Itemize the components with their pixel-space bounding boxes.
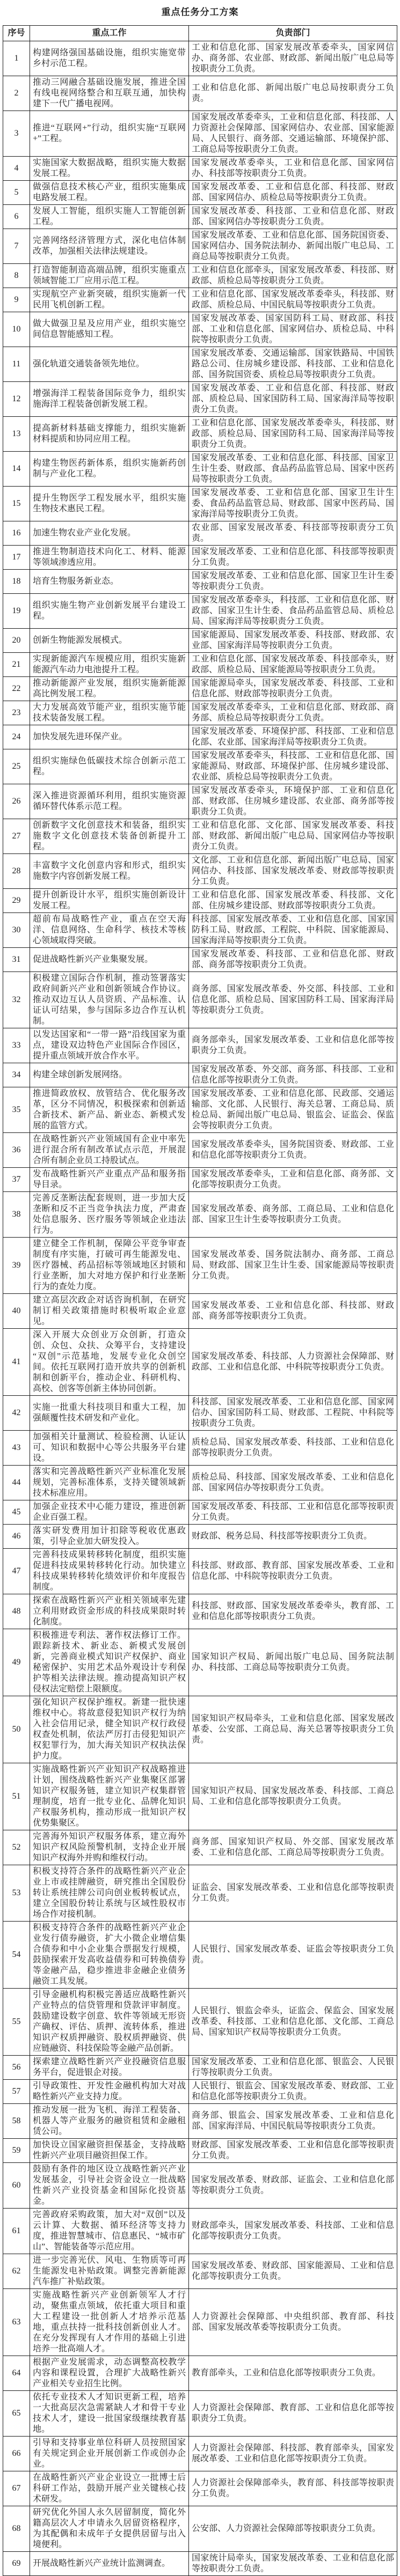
table-row bbox=[3, 1696, 397, 1763]
table-row bbox=[3, 972, 397, 1028]
key-work-cell: 创新生物能源发展模式。 bbox=[30, 629, 189, 653]
responsible-dept-cell: 人力资源社会保障部、中央组织部、教育部、科技部、国家发展改革委等按职责分工负责。 bbox=[189, 2289, 397, 2356]
table-row bbox=[3, 76, 397, 111]
key-work-cell: 完善政府采购政策，加大对“双创”以及云计算、大数据、循环经济等支持力度，推进智慧城市、信息惠民、“城市矿山”、智能装备等示范应用。 bbox=[30, 2209, 189, 2254]
key-work-cell: 实施一批重大科技项目和重大工程，加强颠覆性技术研发和产业化。 bbox=[30, 1396, 189, 1431]
responsible-dept-cell: 工业和信息化部、新闻出版广电总局按职责分工负责。 bbox=[189, 76, 397, 111]
row-number-cell: 31 bbox=[3, 948, 30, 972]
row-number-cell: 34 bbox=[3, 1063, 30, 1087]
row-number-cell: 26 bbox=[3, 784, 30, 819]
column-header-no: 序号 bbox=[3, 26, 30, 41]
table-row bbox=[3, 2056, 397, 2080]
table-row bbox=[3, 1989, 397, 2056]
key-work-cell: 探索建立战略性新兴产业投融资信息服务平台，促进银企对接。 bbox=[30, 2056, 189, 2080]
responsible-dept-cell: 工业和信息化部、国家发展改革委牵头，国家网信办、商务部、农业部、财政部、新闻出版广电总局等按职责分工负责。 bbox=[189, 41, 397, 76]
task-division-table bbox=[3, 25, 397, 2576]
table-row bbox=[3, 1294, 397, 1329]
responsible-dept-cell: 国家发展改革委、工业和信息化部、银监会、人民银行等按职责分工负责。 bbox=[189, 2056, 397, 2080]
table-row bbox=[3, 452, 397, 487]
responsible-dept-cell: 国家发展改革委牵头，国务院国资委、财政部、工业和信息化部等按职责分工负责。 bbox=[189, 1133, 397, 1168]
table-row bbox=[3, 205, 397, 229]
row-number-cell: 10 bbox=[3, 312, 30, 347]
row-number-cell: 12 bbox=[3, 382, 30, 417]
table-row bbox=[3, 312, 397, 347]
row-number-cell: 53 bbox=[3, 1865, 30, 1922]
table-row bbox=[3, 854, 397, 889]
responsible-dept-cell: 国家发展改革委、财政部、国家能源局、工业和信息化部等按职责分工负责。 bbox=[189, 2254, 397, 2289]
row-number-cell: 39 bbox=[3, 1238, 30, 1294]
table-row bbox=[3, 264, 397, 288]
key-work-cell: 培育生物服务新业态。 bbox=[30, 570, 189, 594]
table-row bbox=[3, 653, 397, 677]
responsible-dept-cell: 商务部、国家知识产权局、外交部、国家发展改革委、工业和信息化部、工商总局等按职责分工负责。 bbox=[189, 1830, 397, 1865]
row-number-cell: 57 bbox=[3, 2080, 30, 2104]
page-title: 重点任务分工方案 bbox=[161, 7, 239, 17]
row-number-cell: 27 bbox=[3, 819, 30, 854]
key-work-cell: 深入开展大众创业万众创新，打造众创、众包、众扶、众筹平台，支持建设“双创”示范基地，发展专业化众创空间。依托互联网打造开放共享的创新机制和创新平台，推动企业、科研机构、高校、创客等创新主体协同创新。 bbox=[30, 1329, 189, 1396]
responsible-dept-cell: 质检总局、科技部、国家发展改革委、工业和信息化部、国家网信办等按职责分工负责。 bbox=[189, 1466, 397, 1500]
row-number-cell: 20 bbox=[3, 629, 30, 653]
key-work-cell: 发展人工智能，组织实施人工智能创新工程。 bbox=[30, 205, 189, 229]
table-row bbox=[3, 229, 397, 264]
row-number-cell: 29 bbox=[3, 889, 30, 913]
row-number-cell: 41 bbox=[3, 1329, 30, 1396]
responsible-dept-cell: 国家发展改革委、环境保护部、科技部、工业和信息化部、农业部、国家海洋局等按职责分工负责。 bbox=[189, 725, 397, 749]
row-number-cell: 52 bbox=[3, 1830, 30, 1865]
row-number-cell: 28 bbox=[3, 854, 30, 889]
key-work-cell: 根据产业发展需求，动态调整高校教学内容和课程设置，合理扩大战略性新兴产业相关专业招生比例。 bbox=[30, 2356, 189, 2391]
row-number-cell: 33 bbox=[3, 1028, 30, 1063]
responsible-dept-cell: 科技部、国家发展改革委、工业和信息化部、国家国防科工局、财政部、工程院、中科院、国家能源局、国家海洋局等按职责分工负责。 bbox=[189, 913, 397, 948]
responsible-dept-cell: 科技部、财政部、国家发展改革委牵头，教育部、工业和信息化部等按职责分工负责。 bbox=[189, 1594, 397, 1629]
key-work-cell: 推进生物制造技术向化工、材料、能源等领域渗透应用。 bbox=[30, 546, 189, 570]
responsible-dept-cell: 人民银行、银监会、国家发展改革委、财政部、工业和信息化部等按职责分工负责。 bbox=[189, 2080, 397, 2104]
table-row bbox=[3, 701, 397, 725]
key-work-cell: 组织实施生物产业创新发展平台建设工程。 bbox=[30, 594, 189, 629]
responsible-dept-cell: 国家发展改革委、科技部、工业和信息化部、财政部、国家网信办等按职责分工负责。 bbox=[189, 205, 397, 229]
row-number-cell: 8 bbox=[3, 264, 30, 288]
table-row bbox=[3, 2552, 397, 2576]
key-work-cell: 丰富数字文化创意内容和形式，组织实施数字内容创新发展工程。 bbox=[30, 854, 189, 889]
row-number-cell: 40 bbox=[3, 1294, 30, 1329]
key-work-cell: 完善反垄断法配套规则，进一步加大反垄断和反不正当竞争执法力度，严肃查处信息服务、医疗服务等领域企业违法行为。 bbox=[30, 1192, 189, 1238]
table-row bbox=[3, 2437, 397, 2471]
key-work-cell: 依托专业技术人才知识更新工程，培养一大批高层次急需紧缺人才和骨干专业技术人才，建设一批国家级继续教育基地。 bbox=[30, 2391, 189, 2437]
row-number-cell: 14 bbox=[3, 452, 30, 487]
key-work-cell: 实现航空产业新突破，组织实施新一代民用飞机创新工程。 bbox=[30, 288, 189, 312]
responsible-dept-cell: 国家发展改革委、国务院法制办、商务部、工商总局、财政部、国家卫生计生委、国家能源局等按职责分工负责。 bbox=[189, 1238, 397, 1294]
responsible-dept-cell: 人力资源社会保障部、科技部、教育部牵头，国家发展改革委、工业和信息化部等按职责分工负责。 bbox=[189, 2437, 397, 2471]
row-number-cell: 68 bbox=[3, 2506, 30, 2552]
key-work-cell: 探索在战略性新兴产业相关领域率先建立利用财政资金形成的科技成果限时转化制度。 bbox=[30, 1594, 189, 1629]
responsible-dept-cell: 国家发展改革委、工业和信息化部、科技部、财政部、国家网信办、质检总局等按职责分工负责。 bbox=[189, 181, 397, 205]
row-number-cell: 64 bbox=[3, 2356, 30, 2391]
table-row bbox=[3, 749, 397, 784]
row-number-cell: 49 bbox=[3, 1629, 30, 1696]
key-work-cell: 建立健全工作机制，保障公平竞争审查制度有序实施，打破可再生能源发电、医疗器械、药品招标等领域地区封锁和行业垄断，加大对地方保护和行业垄断行为的查处力度。 bbox=[30, 1238, 189, 1294]
key-work-cell: 强化知识产权保护维权。新建一批快速维权中心。将故意侵犯知识产权行为纳入社会信用记录，健全知识产权行政侵权查处机制，依法严厉打击侵犯知识产权犯罪行为，加大海关知识产权执法保护力度。 bbox=[30, 1696, 189, 1763]
key-work-cell: 研究优化外国人永久居留制度，简化外籍高层次人才申请永久居留资格程序，为其配偶和未成年子女提供居留与出入境便利。 bbox=[30, 2506, 189, 2552]
column-header-work: 重点工作 bbox=[30, 26, 189, 41]
table-row bbox=[3, 487, 397, 521]
key-work-cell: 加强企业技术中心能力建设，推进创新企业百强工程。 bbox=[30, 1500, 189, 1525]
table-row bbox=[3, 111, 397, 157]
responsible-dept-cell: 教育部牵头，工业和信息化部等按职责分工负责。 bbox=[189, 2356, 397, 2391]
row-number-cell: 6 bbox=[3, 205, 30, 229]
row-number-cell: 63 bbox=[3, 2289, 30, 2356]
responsible-dept-cell: 国家发展改革委牵头，工业和信息化部、财政部、商务部、质检总局等按职责分工负责。 bbox=[189, 701, 397, 725]
key-work-cell: 增强海洋工程装备国际竞争力，组织实施海洋工程装备创新发展工程。 bbox=[30, 382, 189, 417]
row-number-cell: 24 bbox=[3, 725, 30, 749]
row-number-cell: 11 bbox=[3, 347, 30, 382]
row-number-cell: 7 bbox=[3, 229, 30, 264]
row-number-cell: 67 bbox=[3, 2471, 30, 2506]
key-work-cell: 做强信息技术核心产业，组织实施集成电路发展工程。 bbox=[30, 181, 189, 205]
key-work-cell: 超前布局战略性产业，重点在空天海洋、信息网络、生命科学、核技术等核心领域取得突破。 bbox=[30, 913, 189, 948]
table-row bbox=[3, 2080, 397, 2104]
key-work-cell: 加速生物农业产业化发展。 bbox=[30, 521, 189, 546]
key-work-cell: 大力发展高效节能产业，组织实施节能技术装备发展工程。 bbox=[30, 701, 189, 725]
key-work-cell: 积极建立国际合作机制，推动签署落实政府间新兴产业和创新领域合作协议。推动双边互认人员资质、产品标准、认证认可结果，参与国际多边合作互认机制。 bbox=[30, 972, 189, 1028]
key-work-cell: 以发达国家和“一带一路”沿线国家为重点，建设双边特色产业国际合作园区，提升重点领域开放合作水平。 bbox=[30, 1028, 189, 1063]
row-number-cell: 59 bbox=[3, 2139, 30, 2163]
row-number-cell: 54 bbox=[3, 1922, 30, 1989]
table-row bbox=[3, 1830, 397, 1865]
row-number-cell: 25 bbox=[3, 749, 30, 784]
table-row bbox=[3, 41, 397, 76]
key-work-cell: 加快设立国家融资担保基金，支持战略性新兴产业项目融资担保工作。 bbox=[30, 2139, 189, 2163]
table-row bbox=[3, 1629, 397, 1696]
table-row bbox=[3, 1549, 397, 1594]
key-work-cell: 实施战略性新兴产业创新领军人才行动，聚焦重点领域，依托重大项目和重大工程建设一批创新人才培养示范基地，重点扶持一批科技创新创业人才。在充分发挥现有人才作用的基础上引进培养一批高端人才。 bbox=[30, 2289, 189, 2356]
key-work-cell: 提升创新设计水平，组织实施创新设计发展工程。 bbox=[30, 889, 189, 913]
row-number-cell: 3 bbox=[3, 111, 30, 157]
key-work-cell: 构建生物医药新体系，组织实施新药创制与产业化工程。 bbox=[30, 452, 189, 487]
table-row bbox=[3, 2391, 397, 2437]
row-number-cell: 18 bbox=[3, 570, 30, 594]
responsible-dept-cell: 人民银行、银监会牵头，证监会、保监会、国家发展改革委、科技部、工业和信息化部、文化部、工商总局、国家知识产权局等按职责分工负责。 bbox=[189, 1989, 397, 2056]
row-number-cell: 23 bbox=[3, 701, 30, 725]
key-work-cell: 创新数字文化创意技术和装备，组织实施数字文化创意技术装备创新提升工程。 bbox=[30, 819, 189, 854]
key-work-cell: 强化轨道交通装备领先地位。 bbox=[30, 347, 189, 382]
responsible-dept-cell: 文化部、工业和信息化部、新闻出版广电总局、国家网信办、科技部、国家发展改革委、财政部等按职责分工负责。 bbox=[189, 854, 397, 889]
responsible-dept-cell: 人力资源社会保障部、教育部、工业和信息化部等按职责分工负责。 bbox=[189, 2391, 397, 2437]
table-row bbox=[3, 1431, 397, 1466]
row-number-cell: 15 bbox=[3, 487, 30, 521]
table-row bbox=[3, 1168, 397, 1192]
row-number-cell: 38 bbox=[3, 1192, 30, 1238]
table-row bbox=[3, 546, 397, 570]
key-work-cell: 提升生物医学工程发展水平，组织实施生物技术惠民工程。 bbox=[30, 487, 189, 521]
table-row bbox=[3, 1133, 397, 1168]
row-number-cell: 58 bbox=[3, 2104, 30, 2139]
row-number-cell: 5 bbox=[3, 181, 30, 205]
responsible-dept-cell: 工业和信息化部、国家发展改革委牵头，科技部、财政部、质检总局、国家国防科工局、国家海洋局等按职责分工负责。 bbox=[189, 417, 397, 452]
key-work-cell: 深入推进资源循环利用，组织实施资源循环替代体系示范工程。 bbox=[30, 784, 189, 819]
responsible-dept-cell: 国家发展改革委牵头，工业和信息化部、科技部、人力资源社会保障部、国家网信办、农业部、国家能源局、人民银行、商务部、交通运输部、环境保护部、工商总局等按职责分工负责。 bbox=[189, 111, 397, 157]
table-row bbox=[3, 157, 397, 181]
responsible-dept-cell: 工业和信息化部、国家发展改革委、科技部牵头，财政部、质检总局、国家能源局等按职责分工负责。 bbox=[189, 653, 397, 677]
key-work-cell: 做大做强卫星及应用产业，组织实施空间信息智能感知工程。 bbox=[30, 312, 189, 347]
row-number-cell: 45 bbox=[3, 1500, 30, 1525]
responsible-dept-cell: 质检总局、国家发展改革委、科技部、工业和信息化部等按职责分工负责。 bbox=[189, 1431, 397, 1466]
table-row bbox=[3, 784, 397, 819]
responsible-dept-cell: 国家统计局牵头，国家发展改革委、工业和信息化部等按职责分工负责。 bbox=[189, 2552, 397, 2576]
table-row bbox=[3, 1087, 397, 1133]
row-number-cell: 48 bbox=[3, 1594, 30, 1629]
responsible-dept-cell: 国家发展改革委、外交部、商务部、科技部、工业和信息化部等按职责分工负责。 bbox=[189, 1063, 397, 1087]
row-number-cell: 51 bbox=[3, 1763, 30, 1830]
key-work-cell: 发布战略性新兴产业重点产品和服务指导目录。 bbox=[30, 1168, 189, 1192]
table-header-row bbox=[3, 26, 397, 41]
key-work-cell: 引导金融机构积极完善适应战略性新兴产业特点的信贷管理和贷款评审制度。鼓励建设数字创意、软件等领域无形资产确权、评估、质押、流转体系，推进知识产权质押融资、股权质押融资、供应链融资、科技保险等金融产品创新。 bbox=[30, 1989, 189, 2056]
table-row bbox=[3, 1865, 397, 1922]
table-row bbox=[3, 181, 397, 205]
key-work-cell: 落实和完善战略性新兴产业标准化发展规划，完善标准体系，支持关键领域新技术标准应用。 bbox=[30, 1466, 189, 1500]
responsible-dept-cell: 国家发展改革委、国家国防科工局、财政部、科技部、工业和信息化部、国家网信办、质检总局、中科院等按职责分工负责。 bbox=[189, 312, 397, 347]
key-work-cell: 积极支持符合条件的战略性新兴产业企业上市或挂牌融资，研究推出全国股份转让系统挂牌公司向创业板转板试点，建立全国股份转让系统与区域性股权市场合作对接机制。 bbox=[30, 1865, 189, 1922]
key-work-cell: 完善科技成果转移转化制度，组织实施促进科技成果转移转化行动。加快建立科技成果转移转化绩效评价和年度报告制度。 bbox=[30, 1549, 189, 1594]
row-number-cell: 36 bbox=[3, 1133, 30, 1168]
row-number-cell: 9 bbox=[3, 288, 30, 312]
row-number-cell: 66 bbox=[3, 2437, 30, 2471]
key-work-cell: 实施国家大数据战略，组织实施大数据发展工程。 bbox=[30, 157, 189, 181]
responsible-dept-cell: 国家发展改革委、工业和信息化部、民政部、交通运输部、文化部、人民银行、海关总署、工商总局、质检总局、新闻出版广电总局、银监会、证监会、保监会等按职责分工负责。 bbox=[189, 1087, 397, 1133]
key-work-cell: 推进“互联网+”行动，组织实施“互联网+”工程。 bbox=[30, 111, 189, 157]
responsible-dept-cell: 国家知识产权局、国家发展改革委、科技部、工商总局、工业和信息化部等按职责分工负责。 bbox=[189, 1763, 397, 1830]
responsible-dept-cell: 国家发展改革委、科技部、工业和信息化部等按职责分工负责。 bbox=[189, 1500, 397, 1525]
key-work-cell: 实现新能源汽车规模应用，组织实施新能源汽车动力电池提升工程。 bbox=[30, 653, 189, 677]
table-row bbox=[3, 2104, 397, 2139]
key-work-cell: 推进简政放权、放管结合、优化服务改革，区分不同情况，积极探索和创新适合新技术、新产品、新业态、新模式发展的监管方式。 bbox=[30, 1087, 189, 1133]
responsible-dept-cell: 国家发展改革委、工业和信息化部、国务院国资委、国家网信办、国务院法制办、新闻出版广电总局、工商总局等按职责分工负责。 bbox=[189, 229, 397, 264]
table-row bbox=[3, 1763, 397, 1830]
key-work-cell: 落实研发费用加计扣除等税收优惠政策，引导企业加大研发投入。 bbox=[30, 1525, 189, 1549]
key-work-cell: 进一步完善光伏、风电、生物质等可再生能源发电补贴政策。调整完善新能源汽车推广补贴政策。 bbox=[30, 2254, 189, 2289]
responsible-dept-cell: 工业和信息化部牵头，国家发展改革委、科技部、财政部、质检总局等按职责分工负责。 bbox=[189, 264, 397, 288]
key-work-cell: 积极支持符合条件的战略性新兴产业企业发行债券融资，扩大小微企业增信集合债券和中小企业集合票据发行规模，鼓励探索开发高收益债券和可转换债券等金融产品，稳步推进非金融企业债务融资工具发展。 bbox=[30, 1922, 189, 1989]
table-row bbox=[3, 1594, 397, 1629]
table-row bbox=[3, 1525, 397, 1549]
key-work-cell: 提高新材料基础支撑能力，组织实施新材料提质和协同应用工程。 bbox=[30, 417, 189, 452]
table-row bbox=[3, 1329, 397, 1396]
responsible-dept-cell: 科技部、国家发展改革委、工业和信息化部、国家网信办、国家国防科工局、财政部、工程院、中科院等按职责分工负责。 bbox=[189, 1396, 397, 1431]
table-row bbox=[3, 889, 397, 913]
row-number-cell: 46 bbox=[3, 1525, 30, 1549]
row-number-cell: 42 bbox=[3, 1396, 30, 1431]
table-row bbox=[3, 2471, 397, 2506]
column-header-dept: 负责部门 bbox=[189, 26, 397, 41]
table-row bbox=[3, 2356, 397, 2391]
row-number-cell: 61 bbox=[3, 2209, 30, 2254]
responsible-dept-cell: 农业部、国家发展改革委、科技部等按职责分工负责。 bbox=[189, 521, 397, 546]
table-body bbox=[3, 41, 397, 2576]
responsible-dept-cell: 国家能源局牵头，国家发展改革委、科技部、工业和信息化部、财政部等按职责分工负责。 bbox=[189, 677, 397, 701]
table-row bbox=[3, 677, 397, 701]
table-row bbox=[3, 1238, 397, 1294]
row-number-cell: 30 bbox=[3, 913, 30, 948]
responsible-dept-cell: 国家发展改革委、财政部、证监会、工业和信息化部等按职责分工负责。 bbox=[189, 2163, 397, 2209]
table-row bbox=[3, 2254, 397, 2289]
row-number-cell: 56 bbox=[3, 2056, 30, 2080]
responsible-dept-cell: 国家发展改革委、工业和信息化部、国家卫生计生委、食品药品监管总局、财政部、国家中医药局、国家海洋局等按职责分工负责。 bbox=[189, 487, 397, 521]
key-work-cell: 打造智能制造高端品牌，组织实施重点领域智能工厂应用示范工程。 bbox=[30, 264, 189, 288]
row-number-cell: 22 bbox=[3, 677, 30, 701]
responsible-dept-cell: 国家发展改革委牵头，环境保护部、工业和信息化部、财政部、住房城乡建设部、农业部、商务部等按职责分工负责。 bbox=[189, 784, 397, 819]
table-row bbox=[3, 382, 397, 417]
table-row bbox=[3, 2209, 397, 2254]
key-work-cell: 构建全球创新发展网络。 bbox=[30, 1063, 189, 1087]
table-row bbox=[3, 2506, 397, 2552]
responsible-dept-cell: 财政部、国家发展改革委、工业和信息化部等按职责分工负责。 bbox=[189, 2139, 397, 2163]
responsible-dept-cell: 国家发展改革委、科技部、人力资源社会保障部、财政部、工业和信息化部、中科院等按职责分工负责。 bbox=[189, 1329, 397, 1396]
table-row bbox=[3, 1396, 397, 1431]
row-number-cell: 55 bbox=[3, 1989, 30, 2056]
key-work-cell: 建立高层次政企对话咨询机制，在研究制订相关政策措施时积极听取企业意见。 bbox=[30, 1294, 189, 1329]
row-number-cell: 43 bbox=[3, 1431, 30, 1466]
responsible-dept-cell: 证监会、国家发展改革委、工业和信息化部等按职责分工负责。 bbox=[189, 1865, 397, 1922]
table-row bbox=[3, 948, 397, 972]
table-row bbox=[3, 347, 397, 382]
row-number-cell: 13 bbox=[3, 417, 30, 452]
row-number-cell: 4 bbox=[3, 157, 30, 181]
responsible-dept-cell: 国家发展改革委牵头，工业和信息化部、国家网信办、科技部等按职责分工负责。 bbox=[189, 157, 397, 181]
key-work-cell: 完善网络经济管理方式，深化电信体制改革，加强相关法律法规建设。 bbox=[30, 229, 189, 264]
table-row bbox=[3, 288, 397, 312]
table-row bbox=[3, 2289, 397, 2356]
key-work-cell: 推动发展一批为飞机、海洋工程装备、机器人等产业服务的融资租赁和金融租赁公司。 bbox=[30, 2104, 189, 2139]
responsible-dept-cell: 国家发展改革委、工业和信息化部、科技部等按职责分工负责。 bbox=[189, 546, 397, 570]
row-number-cell: 69 bbox=[3, 2552, 30, 2576]
responsible-dept-cell: 国家能源局、国家发展改革委、科技部、财政部、农业部、国家海洋局等按职责分工负责。 bbox=[189, 629, 397, 653]
responsible-dept-cell: 商务部牵头，国家发展改革委、工业和信息化部等按职责分工负责。 bbox=[189, 1028, 397, 1063]
responsible-dept-cell: 国家知识产权局、新闻出版广电总局、国务院法制办、科技部、工商总局等按职责分工负责。 bbox=[189, 1629, 397, 1696]
row-number-cell: 16 bbox=[3, 521, 30, 546]
table-row bbox=[3, 1028, 397, 1063]
key-work-cell: 引导政策性、开发性金融机构加大对战略性新兴产业支持力度。 bbox=[30, 2080, 189, 2104]
row-number-cell: 62 bbox=[3, 2254, 30, 2289]
table-row bbox=[3, 819, 397, 854]
table-row bbox=[3, 570, 397, 594]
key-work-cell: 组织实施绿色低碳技术综合创新示范工程。 bbox=[30, 749, 189, 784]
responsible-dept-cell: 人民银行、国家发展改革委、证监会等按职责分工负责。 bbox=[189, 1922, 397, 1989]
key-work-cell: 引导和支持事业单位科研人员按照国家有关规定到企业开展创新工作或创办企业。 bbox=[30, 2437, 189, 2471]
table-row bbox=[3, 1500, 397, 1525]
row-number-cell: 35 bbox=[3, 1087, 30, 1133]
key-work-cell: 推动三网融合基础设施发展，推进全国有线电视网络整合和互联互通，加快构建下一代广播电视网。 bbox=[30, 76, 189, 111]
key-work-cell: 加快发展先进环保产业。 bbox=[30, 725, 189, 749]
responsible-dept-cell: 国家发展改革委、工业和信息化部、科技部、财政部、质检总局、国家国防科工局、国家海洋局等按职责分工负责。 bbox=[189, 382, 397, 417]
key-work-cell: 鼓励有条件的地区设立战略性新兴产业发展基金，引导社会资金设立一批战略性新兴产业投资基金和国际化投资基金。 bbox=[30, 2163, 189, 2209]
table-row bbox=[3, 725, 397, 749]
row-number-cell: 50 bbox=[3, 1696, 30, 1763]
row-number-cell: 65 bbox=[3, 2391, 30, 2437]
responsible-dept-cell: 工业和信息化部、文化部、国家发展改革委、科技部、财政部、新闻出版广电总局、国家网信办等按职责分工负责。 bbox=[189, 819, 397, 854]
responsible-dept-cell: 商务部、银监会、国家发展改革委、工业和信息化部、国家海洋局、中国民航局等按职责分工负责。 bbox=[189, 2104, 397, 2139]
table-row bbox=[3, 629, 397, 653]
table-row bbox=[3, 594, 397, 629]
responsible-dept-cell: 国家发展改革委牵头，科技部、工业和信息化部、国家能源局、财政部、环境保护部、住房城乡建设部、农业部、质检总局等按职责分工负责。 bbox=[189, 749, 397, 784]
row-number-cell: 21 bbox=[3, 653, 30, 677]
responsible-dept-cell: 国家发展改革委、交通运输部、国家铁路局、中国铁路总公司、住房城乡建设部、科技部、工业和信息化部、国务院国资委、质检总局等按职责分工负责。 bbox=[189, 347, 397, 382]
table-row bbox=[3, 1192, 397, 1238]
responsible-dept-cell: 国家发展改革委、商务部、工商总局、工业和信息化部、国家卫生计生委等按职责分工负责。 bbox=[189, 1192, 397, 1238]
row-number-cell: 32 bbox=[3, 972, 30, 1028]
row-number-cell: 2 bbox=[3, 76, 30, 111]
responsible-dept-cell: 国家发展改革委、工业和信息化部、科技部、国家卫生计生委、财政部、食品药品监管总局、国家中医药局等按职责分工负责。 bbox=[189, 452, 397, 487]
row-number-cell: 60 bbox=[3, 2163, 30, 2209]
table-row bbox=[3, 417, 397, 452]
key-work-cell: 促进战略性新兴产业集聚发展。 bbox=[30, 948, 189, 972]
responsible-dept-cell: 财政部牵头，国家发展改革委、科技部、工业和信息化部等按职责分工负责。 bbox=[189, 2209, 397, 2254]
table-row bbox=[3, 913, 397, 948]
row-number-cell: 44 bbox=[3, 1466, 30, 1500]
row-number-cell: 19 bbox=[3, 594, 30, 629]
row-number-cell: 47 bbox=[3, 1549, 30, 1594]
key-work-cell: 完善海外知识产权服务体系，建立海外知识产权风险预警机制，支持企业开展知识产权海外并购和维权行动。 bbox=[30, 1830, 189, 1865]
responsible-dept-cell: 公安部、人力资源社会保障部等按职责分工负责。 bbox=[189, 2506, 397, 2552]
responsible-dept-cell: 国家知识产权局牵头，工业和信息化部、国家发展改革委、公安部、工商总局、海关总署等按职责分工负责。 bbox=[189, 1696, 397, 1763]
responsible-dept-cell: 工业和信息化部、国家发展改革委牵头，科技部、财政部、质检总局、中国民航局等按职责分工负责。 bbox=[189, 288, 397, 312]
key-work-cell: 积极推进专利法、著作权法修订工作。跟踪新技术、新业态、新模式发展创新，完善商业模式知识产权保护、商业秘密保护、实用艺术品外观设计专利保护等相关法律法规。推动提高知识产权侵权法定赔偿上限额度。 bbox=[30, 1629, 189, 1696]
responsible-dept-cell: 财政部、税务总局、科技部等按职责分工负责。 bbox=[189, 1525, 397, 1549]
responsible-dept-cell: 科技部、财政部、教育部、国家发展改革委、工业和信息化部、中科院等按职责分工负责。 bbox=[189, 1549, 397, 1594]
responsible-dept-cell: 商务部、国家发展改革委、外交部、科技部、工业和信息化部、质检总局、国家国防科工局、国家海洋局等按职责分工负责。 bbox=[189, 972, 397, 1028]
responsible-dept-cell: 国家发展改革委、科技部、工业和信息化部、财政部、商务部等按职责分工负责。 bbox=[189, 948, 397, 972]
table-row bbox=[3, 1063, 397, 1087]
responsible-dept-cell: 国家发展改革委牵头，工业和信息化部、商务部、文化部等按职责分工负责。 bbox=[189, 1168, 397, 1192]
responsible-dept-cell: 工业和信息化部、国家发展改革委、科技部、文化部、住房城乡建设部、财政部等按职责分工负责。 bbox=[189, 889, 397, 913]
table-row bbox=[3, 521, 397, 546]
table-row bbox=[3, 1922, 397, 1989]
table-row bbox=[3, 2163, 397, 2209]
key-work-cell: 构建网络强国基础设施，组织实施宽带乡村示范工程。 bbox=[30, 41, 189, 76]
row-number-cell: 17 bbox=[3, 546, 30, 570]
responsible-dept-cell: 国家发展改革委牵头，科技部、工业和信息化部、财政部、国家卫生计生委、食品药品监管总局、质检总局、国家海洋局等按职责分工负责。 bbox=[189, 594, 397, 629]
key-work-cell: 在战略性新兴产业企业设立一批博士后科研工作站，鼓励开展产业关键核心技术研发。 bbox=[30, 2471, 189, 2506]
table-row bbox=[3, 2139, 397, 2163]
key-work-cell: 实施战略性新兴产业知识产权战略推进计划，围绕战略性新兴产业集聚区部署知识产权服务链，建立知识产权集群管理制度，培育一批专业化、品牌化知识产权服务机构，推动形成一批知识产权优势集聚区。 bbox=[30, 1763, 189, 1830]
key-work-cell: 推动新能源产业发展，组织实施新能源高比例发展工程。 bbox=[30, 677, 189, 701]
key-work-cell: 开展战略性新兴产业统计监测调查。 bbox=[30, 2552, 189, 2576]
row-number-cell: 37 bbox=[3, 1168, 30, 1192]
key-work-cell: 在战略性新兴产业领域国有企业中率先进行混合所有制改革试点示范，开展混合所有制企业员工持股试点。 bbox=[30, 1133, 189, 1168]
row-number-cell: 1 bbox=[3, 41, 30, 76]
table-row bbox=[3, 1466, 397, 1500]
key-work-cell: 加强相关计量测试、检验检测、认证认可、知识和数据中心等公共服务平台建设。 bbox=[30, 1431, 189, 1466]
responsible-dept-cell: 人力资源社会保障部牵头，教育部、科技部等按职责分工负责。 bbox=[189, 2471, 397, 2506]
responsible-dept-cell: 国家发展改革委、工业和信息化部、国家卫生计生委等按职责分工负责。 bbox=[189, 570, 397, 594]
responsible-dept-cell: 国家发展改革委、工业和信息化部、科技部、财政部、商务部等按职责分工负责。 bbox=[189, 1294, 397, 1329]
